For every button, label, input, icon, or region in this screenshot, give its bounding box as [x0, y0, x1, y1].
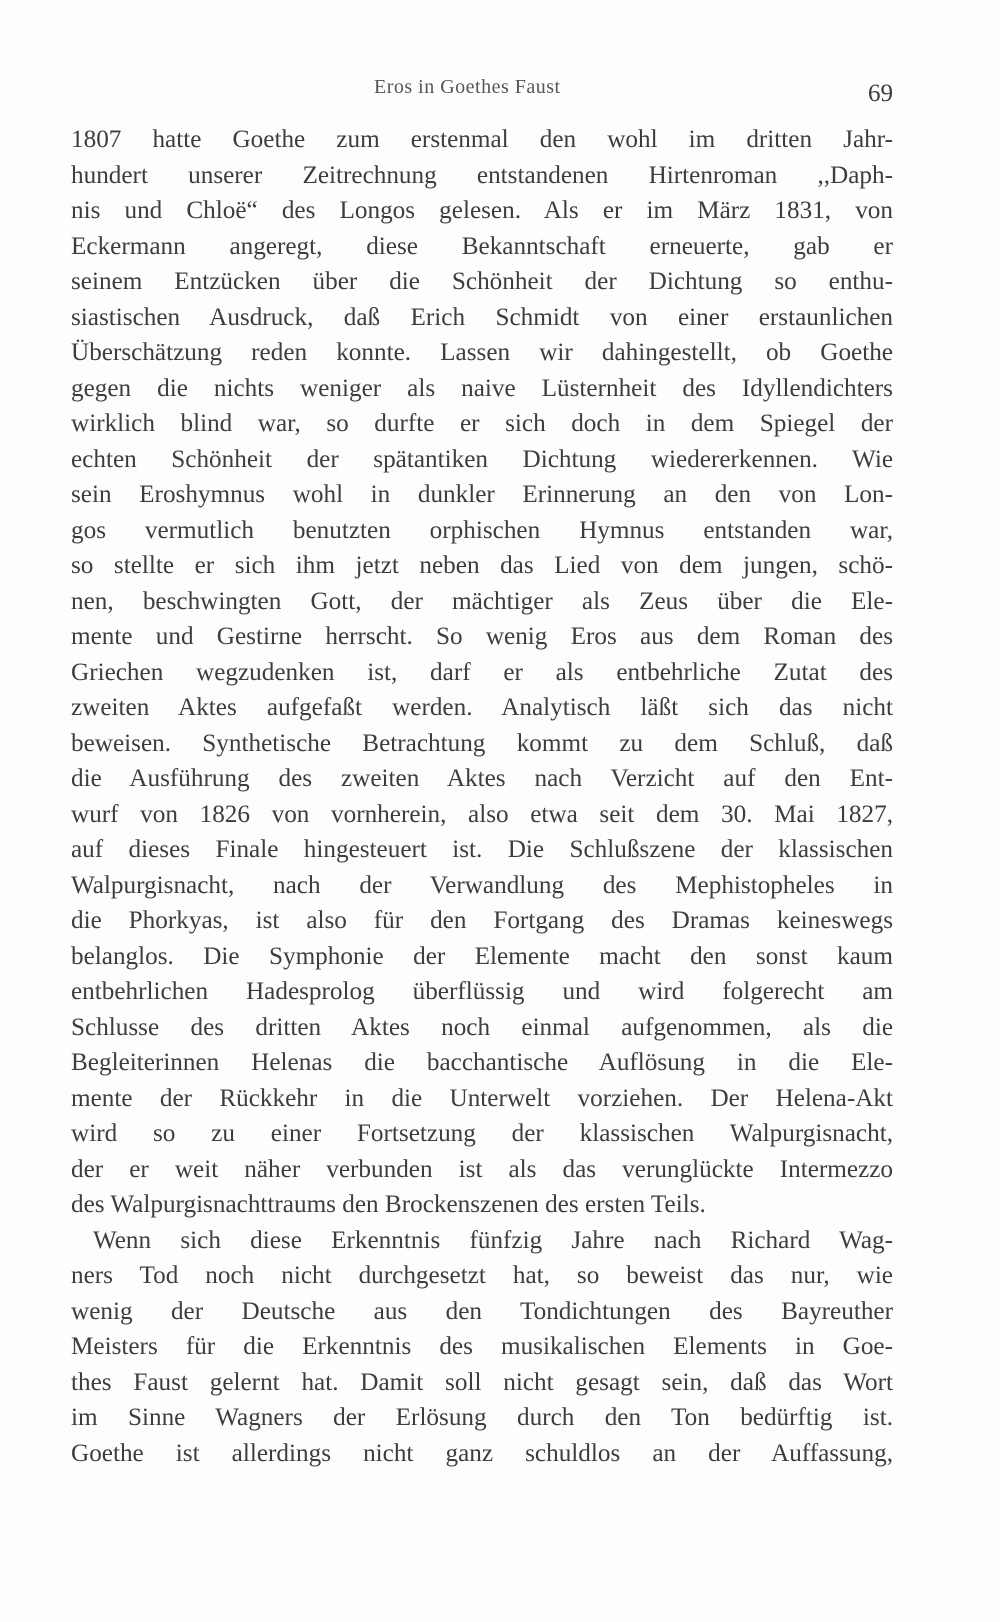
text-line: Eckermann angeregt, diese Bekanntschaft erneuerte, gab er	[71, 232, 893, 260]
text-line: wirklich blind war, so durfte er sich doch in dem Spiegel der	[71, 410, 893, 437]
text-line: der er weit näher verbunden ist als das verunglückte Intermezzo	[71, 1155, 893, 1183]
text-line: gos vermutlich benutzten orphischen Hymnus entstanden war,	[71, 516, 893, 544]
text-line: wenig der Deutsche aus den Tondichtungen des Bayreuther	[71, 1297, 893, 1325]
text-line: zweiten Aktes aufgefaßt werden. Analytisch läßt sich das nicht	[71, 694, 893, 721]
text-line: Goethe ist allerdings nicht ganz schuldlos an der Auffassung,	[71, 1439, 893, 1467]
text-line: Wenn sich diese Erkenntnis fünfzig Jahre nach Richard Wag-	[93, 1226, 893, 1254]
text-line: mente der Rückkehr in die Unterwelt vorziehen. Der Helena-Akt	[71, 1084, 893, 1112]
text-line: Griechen wegzudenken ist, darf er als entbehrliche Zutat des	[71, 658, 893, 686]
text-line: gegen die nichts weniger als naive Lüsternheit des Idyllendichters	[71, 374, 893, 402]
text-line: nis und Chloë“ des Longos gelesen. Als er im März 1831, von	[71, 197, 893, 224]
text-line: wird so zu einer Fortsetzung der klassischen Walpurgisnacht,	[71, 1120, 893, 1147]
running-head	[0, 74, 1000, 107]
paragraph-1	[71, 122, 893, 1223]
text-line: beweisen. Synthetische Betrachtung kommt zu dem Schluß, daß	[71, 729, 893, 757]
text-line: 1807 hatte Goethe zum erstenmal den wohl im dritten Jahr-	[71, 126, 893, 153]
body-text	[71, 122, 893, 1471]
text-line: echten Schönheit der spätantiken Dichtung wiedererkennen. Wie	[71, 445, 893, 473]
page-number: 69	[868, 80, 893, 107]
text-line: Begleiterinnen Helenas die bacchantische Auflösung in die Ele-	[71, 1049, 893, 1076]
text-line: des Walpurgisnachttraums den Brockenszenen des ersten Teils.	[71, 1191, 706, 1218]
text-line: siastischen Ausdruck, daß Erich Schmidt von einer erstaunlichen	[71, 303, 893, 331]
text-line: mente und Gestirne herrscht. So wenig Eros aus dem Roman des	[71, 623, 893, 650]
text-line: auf dieses Finale hingesteuert ist. Die Schlußszene der klassischen	[71, 836, 893, 863]
text-line: seinem Entzücken über die Schönheit der Dichtung so enthu-	[71, 268, 893, 295]
text-line: die Phorkyas, ist also für den Fortgang des Dramas keineswegs	[71, 907, 893, 934]
text-line: Überschätzung reden konnte. Lassen wir dahingestellt, ob Goethe	[71, 339, 893, 366]
text-line: so stellte er sich ihm jetzt neben das Lied von dem jungen, schö-	[71, 552, 893, 579]
paragraph-2	[71, 1223, 893, 1472]
text-line: Meisters für die Erkenntnis des musikalischen Elements in Goe-	[71, 1333, 893, 1360]
text-line: Walpurgisnacht, nach der Verwandlung des Mephistopheles in	[71, 871, 893, 899]
text-line: sein Eroshymnus wohl in dunkler Erinnerung an den von Lon-	[71, 481, 893, 508]
text-line: Schlusse des dritten Aktes noch einmal aufgenommen, als die	[71, 1013, 893, 1041]
text-line: die Ausführung des zweiten Aktes nach Verzicht auf den Ent-	[71, 765, 893, 792]
text-line: hundert unserer Zeitrechnung entstandenen Hirtenroman ,,Daph-	[71, 161, 893, 189]
text-line: wurf von 1826 von vornherein, also etwa seit dem 30. Mai 1827,	[71, 800, 893, 828]
text-line: im Sinne Wagners der Erlösung durch den Ton bedürftig ist.	[71, 1404, 893, 1431]
text-line: belanglos. Die Symphonie der Elemente macht den sonst kaum	[71, 942, 893, 970]
text-line: ners Tod noch nicht durchgesetzt hat, so beweist das nur, wie	[71, 1262, 893, 1289]
text-line: entbehrlichen Hadesprolog überflüssig und wird folgerecht am	[71, 978, 893, 1005]
text-line: nen, beschwingten Gott, der mächtiger als Zeus über die Ele-	[71, 587, 893, 615]
text-line: thes Faust gelernt hat. Damit soll nicht gesagt sein, daß das Wort	[71, 1368, 893, 1396]
running-title: Eros in Goethes Faust	[374, 76, 561, 98]
